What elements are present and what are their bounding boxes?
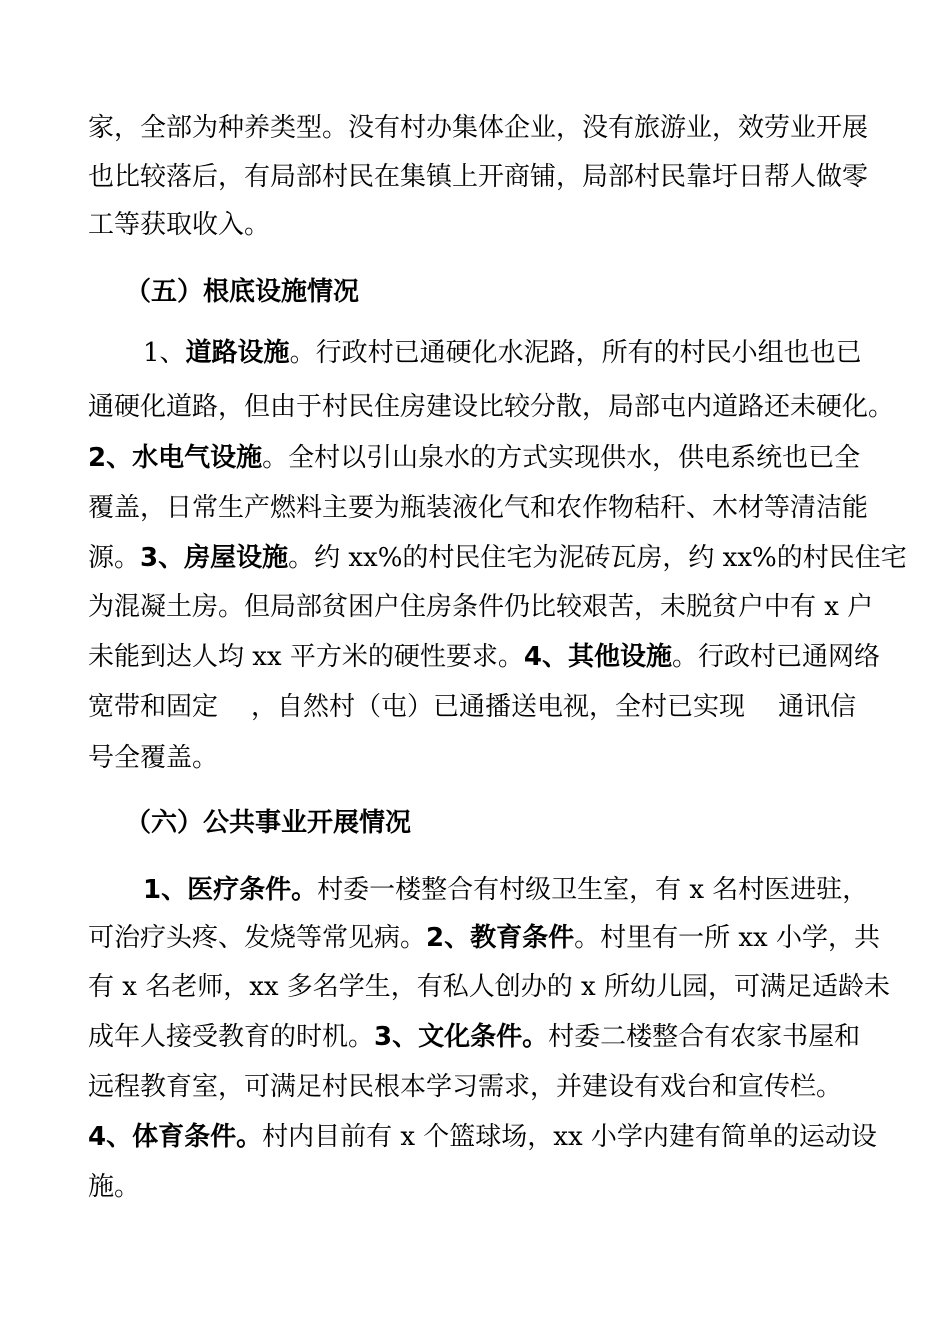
text-segment: 。全村以引山泉水的方式实现供水，供电系统也已全 xyxy=(262,443,861,473)
text-segment: 源。 xyxy=(88,543,141,573)
text-line xyxy=(88,692,855,722)
text-segment: 为混凝土房。但局部贫困户住房条件仍比较艰苦，未脱贫户中有 x 户 xyxy=(88,592,874,622)
text-line xyxy=(88,443,861,473)
text-line xyxy=(88,493,869,523)
text-line xyxy=(143,875,869,905)
text-line xyxy=(88,1022,861,1052)
text-segment: 1、 xyxy=(143,338,186,368)
text-segment: 成年人接受教育的时机。 xyxy=(88,1022,375,1052)
text-segment: （五）根底设施情况 xyxy=(125,277,360,307)
text-segment: 号全覆盖。 xyxy=(88,743,219,773)
text-line xyxy=(88,642,880,672)
text-segment: 家，全部为种养类型。没有村办集体企业，没有旅游业，效劳业开展 xyxy=(88,113,869,143)
bold-label: 4、体育条件。 xyxy=(88,1122,263,1152)
text-line xyxy=(88,923,880,953)
bold-label: 道路设施 xyxy=(185,338,290,368)
text-segment: 远程教育室，可满足村民根本学习需求，并建设有戏台和宣传栏。 xyxy=(88,1072,843,1102)
text-segment: （六）公共事业开展情况 xyxy=(125,808,412,838)
text-segment: 通硬化道路，但由于村民住房建设比较分散，局部屯内道路还未硬化。 xyxy=(88,392,895,422)
text-line xyxy=(88,392,895,422)
text-segment: 。约 xx%的村民住宅为泥砖瓦房，约 xx%的村民住宅 xyxy=(288,543,907,573)
text-segment: 村内目前有 x 个篮球场，xx 小学内建有简单的运动设 xyxy=(262,1122,877,1152)
text-line xyxy=(88,1122,877,1152)
bold-label: 2、水电气设施 xyxy=(88,443,263,473)
bold-label: 1、医疗条件。 xyxy=(143,875,318,905)
text-line xyxy=(88,543,907,573)
text-segment: 村委二楼整合有农家书屋和 xyxy=(548,1022,861,1052)
text-segment: 。村里有一所 xx 小学，共 xyxy=(574,923,880,953)
text-segment: 施。 xyxy=(88,1172,141,1202)
text-line xyxy=(88,113,869,143)
text-line xyxy=(143,338,862,368)
text-segment: 覆盖，日常生产燃料主要为瓶装液化气和农作物秸秆、木材等清洁能 xyxy=(88,493,869,523)
text-segment: 工等获取收入。 xyxy=(88,210,271,240)
text-line xyxy=(88,162,869,192)
bold-label: 2、教育条件 xyxy=(426,923,575,953)
text-line xyxy=(88,743,855,773)
text-line xyxy=(88,972,890,1002)
text-line xyxy=(88,1172,855,1202)
bold-label: 4、其他设施 xyxy=(523,642,672,672)
text-segment: 有 x 名老师，xx 多名学生，有私人创办的 x 所幼儿园，可满足适龄未 xyxy=(88,972,890,1002)
section-heading xyxy=(125,277,892,307)
bold-label: 3、房屋设施 xyxy=(140,543,289,573)
text-segment: 未能到达人均 xx 平方米的硬性要求。 xyxy=(88,642,524,672)
text-segment: 宽带和固定 ，自然村（屯）已通播送电视，全村已实现 通讯信 xyxy=(88,692,857,722)
text-line xyxy=(88,1072,855,1102)
text-line xyxy=(88,210,855,240)
text-segment: 可治疗头疼、发烧等常见病。 xyxy=(88,923,427,953)
text-segment: 村委一楼整合有村级卫生室，有 x 名村医进驻， xyxy=(317,875,869,905)
bold-label: 3、文化条件。 xyxy=(374,1022,549,1052)
text-segment: 。行政村已通硬化水泥路，所有的村民小组也也已 xyxy=(289,338,862,368)
text-segment: 。行政村已通网络 xyxy=(671,642,880,672)
section-heading xyxy=(125,808,892,838)
text-segment: 也比较落后，有局部村民在集镇上开商铺，局部村民靠圩日帮人做零 xyxy=(88,162,869,192)
text-line xyxy=(88,592,874,622)
